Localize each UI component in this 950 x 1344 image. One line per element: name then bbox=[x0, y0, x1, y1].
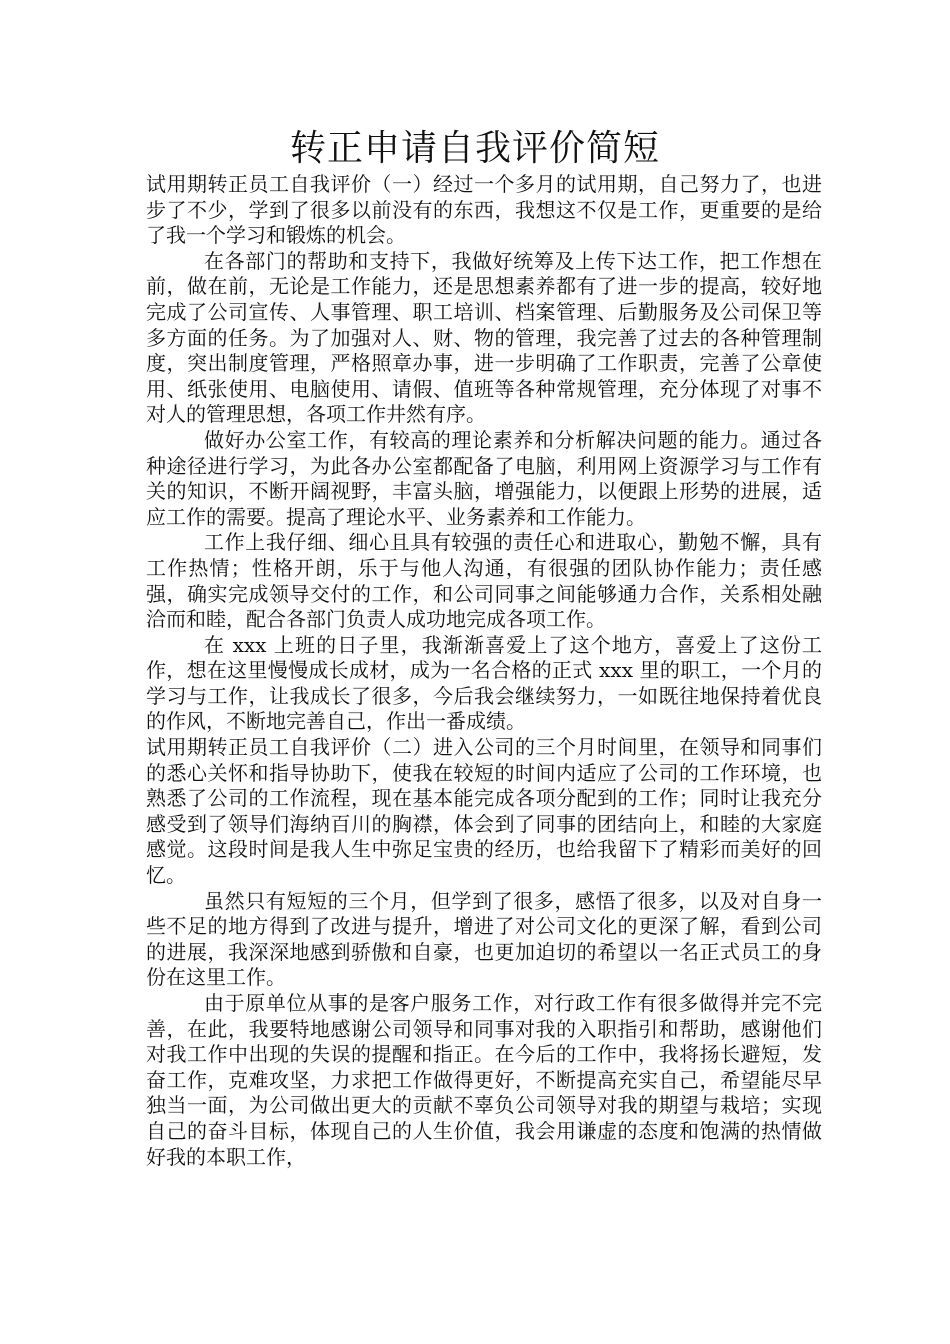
document-body bbox=[146, 172, 822, 1170]
paragraph: 在各部门的帮助和支持下，我做好统筹及上传下达工作，把工作想在前，做在前，无论是工作能力，还是思想素养都有了进一步的提高，较好地完成了公司宣传、人事管理、职工培训、档案管理、后勤服务及公司保卫等多方面的任务。为了加强对人、财、物的管理，我完善了过去的各种管理制度，突出制度管理，严格照章办事，进一步明确了工作职责，完善了公章使用、纸张使用、电脑使用、请假、值班等各种常规管理，充分体现了对事不对人的管理思想，各项工作井然有序。 bbox=[146, 248, 822, 427]
paragraph: 试用期转正员工自我评价（二）进入公司的三个月时间里，在领导和同事们的悉心关怀和指导协助下，使我在较短的时间内适应了公司的工作环境，也熟悉了公司的工作流程，现在基本能完成各项分配到的工作；同时让我充分感受到了领导们海纳百川的胸襟，体会到了同事的团结向上，和睦的大家庭感觉。这段时间是我人生中弥足宝贵的经历，也给我留下了精彩而美好的回忆。 bbox=[146, 735, 822, 888]
paragraph: 虽然只有短短的三个月，但学到了很多，感悟了很多，以及对自身一些不足的地方得到了改进与提升，增进了对公司文化的更深了解，看到公司的进展，我深深地感到骄傲和自豪，也更加迫切的希望以一名正式员工的身份在这里工作。 bbox=[146, 888, 822, 990]
paragraph: 做好办公室工作，有较高的理论素养和分析解决问题的能力。通过各种途径进行学习，为此各办公室都配备了电脑，利用网上资源学习与工作有关的知识，不断开阔视野，丰富头脑，增强能力，以便跟上形势的进展，适应工作的需要。提高了理论水平、业务素养和工作能力。 bbox=[146, 427, 822, 529]
paragraph: 工作上我仔细、细心且具有较强的责任心和进取心，勤勉不懈，具有工作热情；性格开朗，乐于与他人沟通，有很强的团队协作能力；责任感强，确实完成领导交付的工作，和公司同事之间能够通力合作，关系相处融洽而和睦，配合各部门负责人成功地完成各项工作。 bbox=[146, 530, 822, 632]
paragraph: 试用期转正员工自我评价（一）经过一个多月的试用期，自己努力了，也进步了不少，学到了很多以前没有的东西，我想这不仅是工作，更重要的是给了我一个学习和锻炼的机会。 bbox=[146, 172, 822, 248]
paragraph: 在 xxx 上班的日子里，我渐渐喜爱上了这个地方，喜爱上了这份工作，想在这里慢慢成长成材，成为一名合格的正式 xxx 里的职工，一个月的学习与工作，让我成长了很多，今后我会继续努力，一如既往地保持着优良的作风，不断地完善自己，作出一番成绩。 bbox=[146, 632, 822, 734]
document-title: 转正申请自我评价简短 bbox=[289, 128, 660, 169]
paragraph: 由于原单位从事的是客户服务工作，对行政工作有很多做得并完不完善，在此，我要特地感谢公司领导和同事对我的入职指引和帮助，感谢他们对我工作中出现的失误的提醒和指正。在今后的工作中，我将扬长避短，发奋工作，克难攻坚，力求把工作做得更好，不断提高充实自己，希望能尽早独当一面，为公司做出更大的贡献不辜负公司领导对我的期望与栽培；实现自己的奋斗目标，体现自己的人生价值，我会用谦虚的态度和饱满的热情做好我的本职工作， bbox=[146, 991, 822, 1169]
